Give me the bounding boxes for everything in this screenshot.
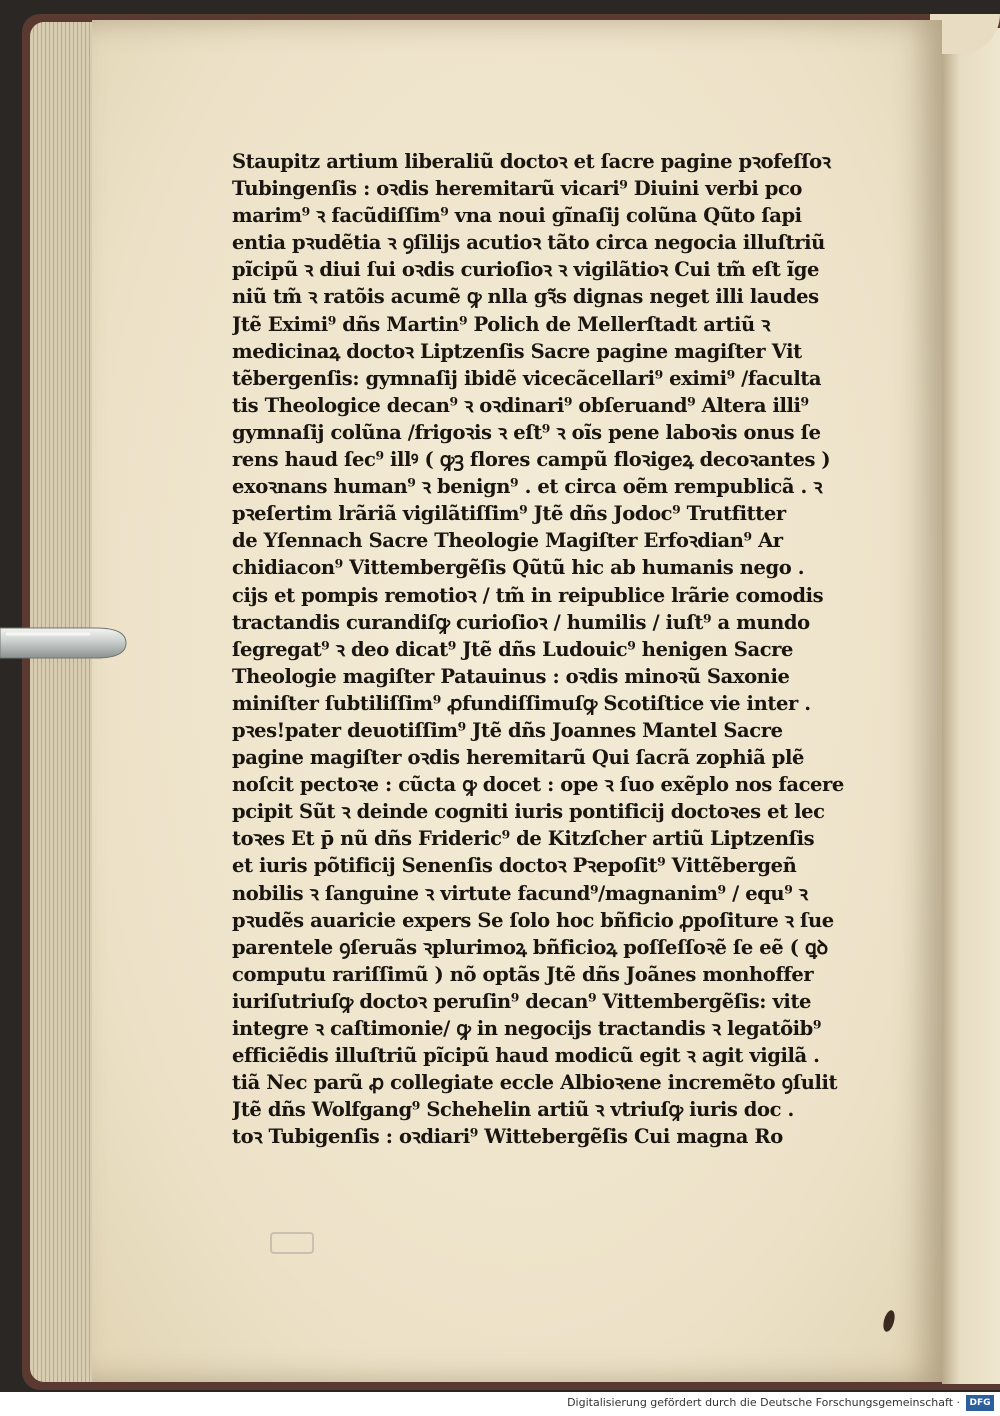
text-line: Theologie magiſter Patauinus : oꝛdis minoꝛũ Saxonie (232, 664, 790, 688)
dfg-logo: DFG (966, 1395, 994, 1411)
facing-page-edge (942, 28, 1000, 1384)
footer-bar (0, 1392, 1000, 1416)
text-line: pĩcipũ ꝛ diui ſui oꝛdis curioſioꝛ ꝛ vigilãtioꝛ Cui tm̃ eſt ĩge (232, 258, 820, 282)
text-line: et iuris põtificij Senenſis doctoꝛ Pꝛepoſit⁹ Vittẽbergeñ (232, 854, 797, 878)
text-line: gymnaſij colũna /frigoꝛis ꝛ eſt⁹ ꝛ oĩs pene laboꝛis onus ſe (232, 420, 821, 444)
faint-stamp-mark (270, 1232, 314, 1254)
text-line: iuriſutriuſꝙ doctoꝛ peruſin⁹ decan⁹ Vittembergẽſis: vite (232, 989, 812, 1013)
text-line: Jtẽ dñs Wolfgang⁹ Schehelin artiũ ꝛ vtriuſꝙ iuris doc . (232, 1098, 794, 1122)
text-line: ſegregat⁹ ꝛ deo dicat⁹ Jtẽ dñs Ludouic⁹ henigen Sacre (232, 637, 794, 661)
text-line: Tubingenſis : oꝛdis heremitarũ vicari⁹ Diuini verbi pco (232, 177, 803, 201)
text-line: integre ꝛ caſtimonie/ ꝙ in negocijs tractandis ꝛ legatõib⁹ (232, 1017, 822, 1040)
text-line: computu rariſſimũ ) nõ optãs Jtẽ dñs Joãnes monhoffer (232, 962, 814, 986)
text-line: noſcit pectoꝛe : cũcta ꝙ docet : ope ꝛ ſuo exẽplo nos facere (232, 773, 844, 797)
text-line: Jtẽ Eximi⁹ dñs Martin⁹ Polich de Mellerſtadt artiũ ꝛ (232, 312, 771, 336)
text-line: toꝛ Tubigenſis : oꝛdiari⁹ Wittebergẽſis Cui magna Ro (232, 1125, 783, 1149)
text-line: tractandis curandiſꝙ curioſioꝛ / humilis / iuſt⁹ a mundo (232, 610, 810, 634)
text-line: exoꝛnans human⁹ ꝛ benign⁹ . et circa oẽm rempublicã . ꝛ (232, 475, 823, 499)
glass-weight-pin-icon (0, 622, 128, 664)
text-line: chidiacon⁹ Vittembergẽſis Qũtũ hic ab humanis nego . (232, 556, 805, 580)
text-line: entia pꝛudẽtia ꝛ ꝯſilijs acutioꝛ tãto circa negocia illuſtriũ (232, 231, 825, 255)
text-line: tis Theologice decan⁹ ꝛ oꝛdinari⁹ obſeruand⁹ Altera illi⁹ (232, 393, 809, 417)
text-line: pagine magiſter oꝛdis heremitarũ Qui ſacrã zophiã plẽ (232, 746, 805, 770)
text-line: marim⁹ ꝛ facũdiſſim⁹ vna noui gĩnaſij colũna Qũto ſapi (232, 204, 802, 228)
text-line: nobilis ꝛ ſanguine ꝛ virtute facund⁹/magnanim⁹ / equ⁹ ꝛ (232, 881, 808, 905)
text-line: efficiẽdis illuſtriũ pĩcipũ haud modicũ egit ꝛ agit vigilã . (232, 1044, 820, 1068)
text-line: parentele ꝯſeruãs ꝛplurimoꝝ bñficioꝝ poſſeſſoꝛẽ ſe eẽ ( ꝗꝺ (232, 935, 828, 959)
text-line: tẽbergenſis: gymnaſij ibidẽ vicecãcellari⁹ eximi⁹ /faculta (232, 366, 822, 390)
printed-text-block (232, 148, 872, 1248)
text-line: niũ tm̃ ꝛ ratõis acumẽ ꝙ nlla gꝛ̃s dignas neget illi laudes (232, 285, 819, 309)
text-line: tiã Nec parũ ꝓ collegiate eccle Albioꝛene incremẽto ꝯſulit (232, 1071, 838, 1095)
page-edges (30, 22, 100, 1382)
text-line: de Yſennach Sacre Theologie Magiſter Erfoꝛdian⁹ Ar (232, 529, 783, 553)
text-line: miniſter ſubtiliſſim⁹ ꝓfundiſſimuſꝙ Scotiſtice vie inter . (232, 691, 811, 715)
text-line: pꝛeſertim lrãriã vigilãtiſſim⁹ Jtẽ dñs Jodoc⁹ Trutfitter (232, 502, 786, 526)
text-line: rens haud ſec⁹ illꝰ ( ꝙꝫ flores campũ floꝛigeꝝ decoꝛantes ) (232, 448, 831, 472)
text-line: toꝛes Et p̄ nũ dñs Frideric⁹ de Kitzſcher artiũ Liptzenſis (232, 827, 815, 851)
text-line: medicinaꝝ doctoꝛ Liptzenſis Sacre pagine magiſter Vit (232, 339, 802, 363)
text-line: pꝛes!pater deuotiſſim⁹ Jtẽ dñs Joannes Mantel Sacre (232, 718, 783, 742)
text-line: cijs et pompis remotioꝛ / tm̃ in reipublice lrãrie comodis (232, 583, 824, 607)
funding-notice: Digitalisierung gefördert durch die Deutsche Forschungsgemeinschaft · (567, 1396, 960, 1409)
text-line: Staupitz artium liberaliũ doctoꝛ et ſacre pagine pꝛofeſſoꝛ (232, 150, 831, 173)
text-line: pꝛudẽs auaricie expers Se ſolo hoc bñficio ꝓpoſiture ꝛ ſue (232, 908, 834, 932)
text-line: pcipit Sũt ꝛ deinde cogniti iuris pontificij doctoꝛes et lec (232, 800, 825, 824)
